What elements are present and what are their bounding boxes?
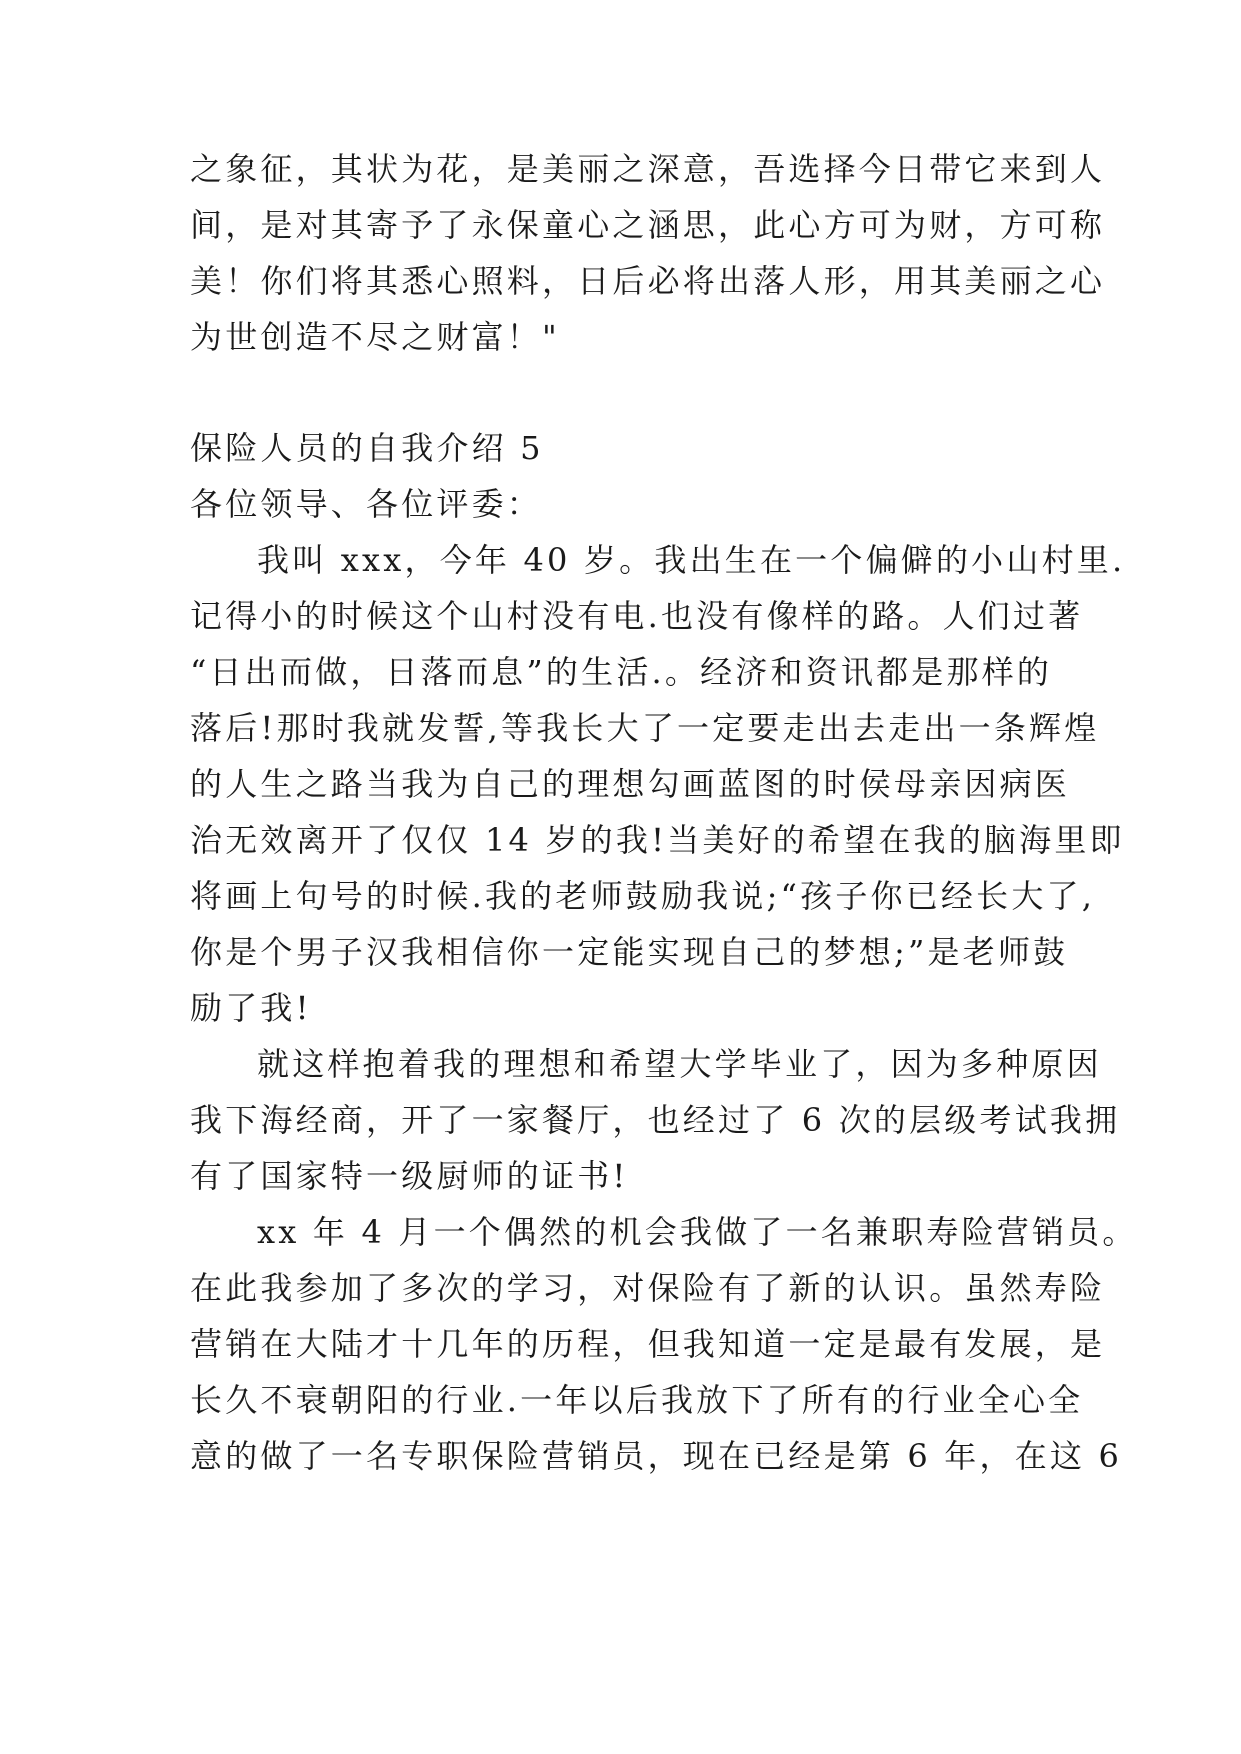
body-text-line: 有了国家特一级厨师的证书! [190, 1157, 629, 1195]
paragraph-first-line: 就这样抱着我的理想和希望大学毕业了，因为多种原因 [257, 1045, 1102, 1083]
body-text-line: 记得小的时候这个山村没有电.也没有像样的路。人们过著 [190, 597, 1084, 635]
paragraph-first-line: 我叫 xxx，今年 40 岁。我出生在一个偏僻的小山村里. [257, 541, 1126, 579]
body-text-line: 励了我! [190, 989, 312, 1027]
body-text-line: 意的做了一名专职保险营销员，现在已经是第 6 年，在这 6 [190, 1437, 1123, 1475]
body-text-line: 我下海经商，开了一家餐厅，也经过了 6 次的层级考试我拥 [190, 1101, 1121, 1139]
body-text-line: 之象征，其状为花，是美丽之深意，吾选择今日带它来到人 [190, 150, 1106, 188]
body-text-line: 为世创造不尽之财富！" [190, 318, 560, 356]
body-text-line: 的人生之路当我为自己的理想勾画蓝图的时侯母亲因病医 [190, 765, 1071, 803]
body-text-line: 长久不衰朝阳的行业.一年以后我放下了所有的行业全心全 [190, 1381, 1084, 1419]
body-text-line: 营销在大陆才十几年的历程，但我知道一定是最有发展，是 [190, 1325, 1106, 1363]
body-text-line: “日出而做，日落而息”的生活.。经济和资讯都是那样的 [190, 653, 1053, 691]
paragraph-first-line: xx 年 4 月一个偶然的机会我做了一名兼职寿险营销员。 [257, 1213, 1138, 1251]
body-text-line: 美！你们将其悉心照料，日后必将出落人形，用其美丽之心 [190, 262, 1106, 300]
body-text-line: 间，是对其寄予了永保童心之涵思，此心方可为财，方可称 [190, 206, 1106, 244]
salutation: 各位领导、各位评委： [190, 485, 543, 523]
body-text-line: 在此我参加了多次的学习，对保险有了新的认识。虽然寿险 [190, 1269, 1106, 1307]
body-text-line: 落后!那时我就发誓,等我长大了一定要走出去走出一条辉煌 [190, 709, 1100, 747]
body-text-line: 你是个男子汉我相信你一定能实现自己的梦想;”是老师鼓 [190, 933, 1069, 971]
body-text-line: 将画上句号的时候.我的老师鼓励我说;“孩子你已经长大了, [190, 877, 1096, 915]
section-title: 保险人员的自我介绍 5 [190, 429, 544, 467]
body-text-line: 治无效离开了仅仅 14 岁的我!当美好的希望在我的脑海里即 [190, 821, 1125, 859]
